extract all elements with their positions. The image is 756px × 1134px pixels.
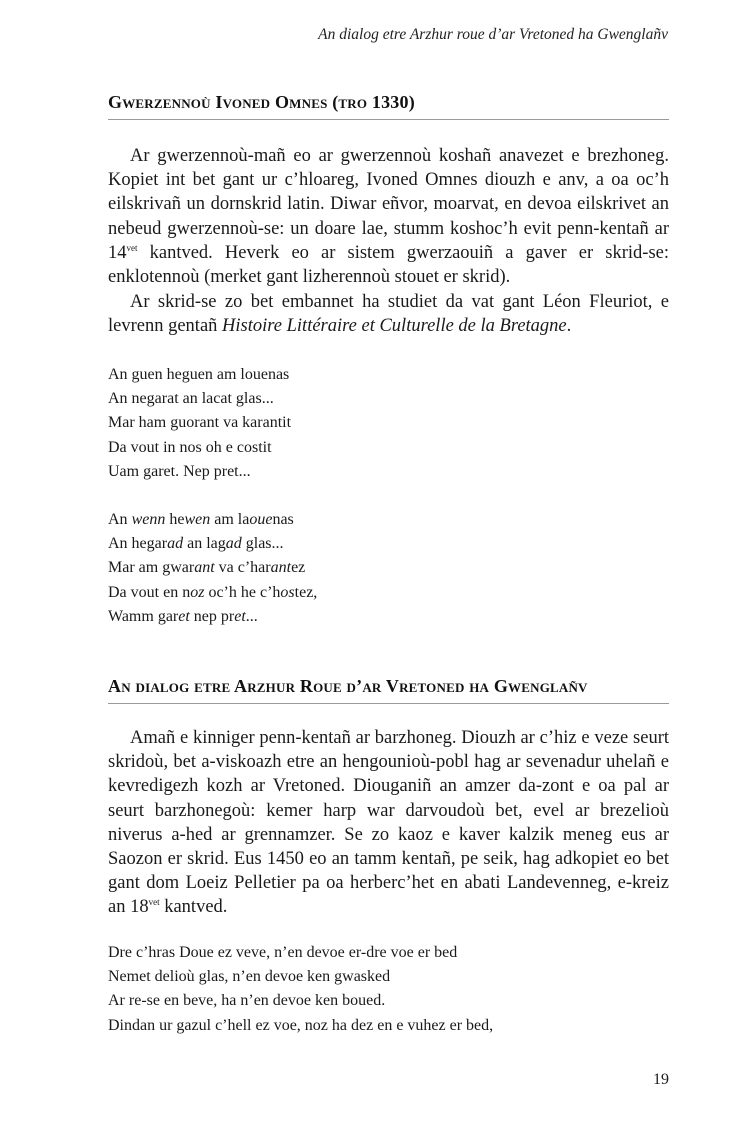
poem-dialog <box>108 941 493 1038</box>
poem-original <box>108 363 291 484</box>
poem-text: glas... <box>241 535 284 553</box>
poem-text: Mar am gwar <box>108 559 195 577</box>
section1-paragraph-2 <box>108 290 669 338</box>
poem-line: An guen heguen am louenas <box>108 366 290 383</box>
poem-line: Dre c’hras Doue ez veve, n’en devoe er-dre voe er bed <box>108 944 458 961</box>
section2-paragraph-1 <box>108 726 669 920</box>
section2-paragraph-1-text-b: kantved. <box>159 897 228 918</box>
poem-line <box>108 581 317 605</box>
poem-text: Wamm gar <box>108 607 179 625</box>
poem-text: tez, <box>294 583 318 601</box>
poem-line: An negarat an lacat glas... <box>108 390 274 408</box>
section1-paragraph-2-text-b: . <box>566 316 572 337</box>
section1-paragraph-2-text-a: Ar skrid-se zo bet embannet ha studiet da vat gant Léon Fleuriot, e levrenn gentañ <box>108 292 669 337</box>
section1-paragraph-1-text-b: kantved. Heverk eo ar sistem gwerzaouiñ a gaver er skrid-se: enklotennoù (merket gant lizherennoù stouet er skrid). <box>108 242 669 288</box>
poem-line <box>108 532 317 556</box>
section1-paragraph-1 <box>108 144 669 289</box>
rhyme-italic: et <box>178 607 190 625</box>
rhyme-italic: ant <box>270 559 292 577</box>
poem-text: oc’h he c’h <box>204 583 281 601</box>
rhyme-italic: oue <box>249 511 273 528</box>
poem-text: Da vout en n <box>108 583 191 601</box>
poem-line <box>108 508 317 532</box>
section1-paragraph-1-text-a: Ar gwerzennoù-mañ eo ar gwerzennoù koshañ anavezet e brezhoneg. Kopiet int bet gant ur c’hloareg, Ivoned Omnes diouzh e anv, a oa oc’h eilskrivañ un dornskrid latin. Diwar eñvor, moarvat, en devoa eilskrivet an nebeud gwerzennoù-se: un doare lae, stumm koshoc’h evit penn-kentañ ar 14 <box>108 146 669 263</box>
poem-line <box>108 605 317 629</box>
poem-text: he <box>165 511 185 528</box>
poem-modernized <box>108 508 317 629</box>
section2-paragraph-1-text-a: Amañ e kinniger penn-kentañ ar barzhoneg. Diouzh ar c’hiz e veze seurt skridoù, bet a-viskoazh etre an hengounioù-pobl hag ar sevenadur uhelañ e kevredigezh kozh ar Vretoned. Diouganiñ an amzer da-zont e oa pal ar seurt barzhonegoù: kemer harp war darvoudoù bet, evel ar brezelioù niverus a-hed ar grennamzer. Se zo kaoz e kaver kalzik meneg eus ar Saozon er skrid. Eus 1450 eo an tamm kentañ, pe seik, hag adkopiet eo bet gant dom Loeiz Pelletier pa oa herberc’het en abati Landevenneg, e-kreiz an 18 <box>108 728 669 918</box>
rhyme-italic: wen <box>184 511 211 528</box>
book-title: Histoire Littéraire et Culturelle de la Bretagne <box>222 316 567 337</box>
poem-line <box>108 556 317 580</box>
poem-line: Ar re-se en beve, ha n’en devoe ken boued. <box>108 992 386 1010</box>
poem-text: An hegar <box>108 535 168 553</box>
poem-line: Da vout in nos oh e costit <box>108 438 272 456</box>
poem-text: ez <box>291 559 306 577</box>
rhyme-italic: ant <box>194 559 215 577</box>
poem-text: nas <box>272 511 294 528</box>
poem-line: Dindan ur gazul c’hell ez voe, noz ha dez en e vuhez er bed, <box>108 1016 494 1034</box>
poem-text: An <box>108 511 132 528</box>
poem-line: Uam garet. Nep pret... <box>108 462 251 480</box>
poem-text: an lag <box>183 535 226 553</box>
rhyme-italic: ad <box>225 535 242 553</box>
poem-text: am la <box>210 511 250 528</box>
rhyme-italic: oz <box>190 583 205 601</box>
rhyme-italic: os <box>280 583 295 601</box>
page-number: 19 <box>653 1071 669 1088</box>
poem-text: va c’har <box>214 559 271 577</box>
section-title-dialog: An dialog etre Arzhur Roue d’ar Vretoned ha Gwenglañv <box>108 676 669 704</box>
poem-line: Nemet delioù glas, n’en devoe ken gwasked <box>108 968 391 986</box>
rhyme-italic: et <box>234 607 246 625</box>
section-title-gwerzennou: Gwerzennoù Ivoned Omnes (tro 1330) <box>108 92 669 120</box>
poem-line: Mar ham guorant va karantit <box>108 414 292 432</box>
superscript-vet: vet <box>126 242 138 253</box>
rhyme-italic: wenn <box>131 511 166 528</box>
poem-text: ... <box>245 607 258 625</box>
rhyme-italic: ad <box>167 535 184 553</box>
superscript-vet: vet <box>148 897 160 908</box>
poem-text: nep pr <box>189 607 235 625</box>
running-header: An dialog etre Arzhur roue d’ar Vretoned ha Gwenglañv <box>318 26 668 43</box>
